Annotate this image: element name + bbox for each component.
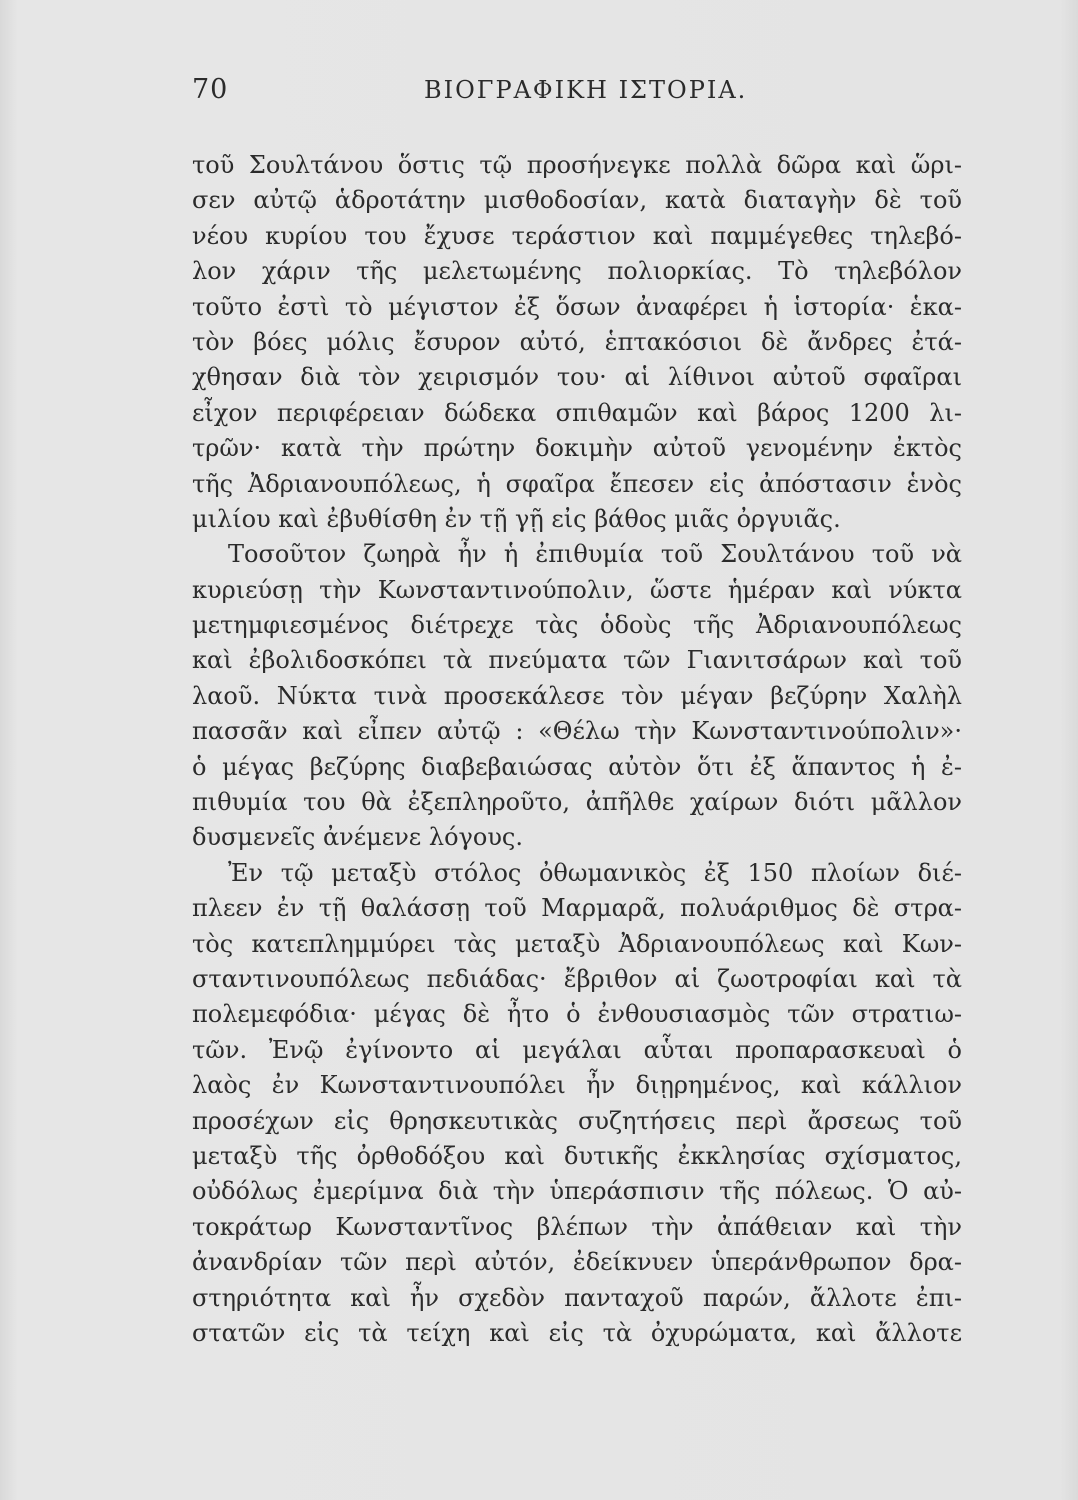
text-line: Τοσοῦτον ζωηρὰ ἦν ἡ ἐπιθυμία τοῦ Σουλτάνου τοῦ νὰ <box>228 540 962 569</box>
text-line: τῆς Ἀδριανουπόλεως, ἡ σφαῖρα ἔπεσεν εἰς ἀπόστασιν ἑνὸς <box>192 469 962 498</box>
text-line: Ἐν τῷ μεταξὺ στόλος ὀθωμανικὸς ἐξ 150 πλοίων διέ- <box>228 858 962 887</box>
text-line: σταντινουπόλεως πεδιάδας· ἔβριθον αἱ ζωοτροφίαι καὶ τὰ <box>192 964 962 993</box>
text-line: μιλίου καὶ ἐβυθίσθη ἐν τῇ γῇ εἰς βάθος μιᾶς ὀργυιᾶς. <box>192 504 841 533</box>
text-line: λαὸς ἐν Κωνσταντινουπόλει ἦν διῃρημένος, καὶ κάλλιον <box>192 1071 962 1100</box>
body-text <box>192 148 962 1351</box>
paragraph <box>192 537 962 856</box>
text-line: κυριεύσῃ τὴν Κωνσταντινούπολιν, ὥστε ἡμέραν καὶ νύκτα <box>192 575 962 604</box>
text-line: τοῦτο ἐστὶ τὸ μέγιστον ἐξ ὅσων ἀναφέρει ἡ ἱστορία· ἑκα- <box>192 292 962 321</box>
text-line: τοῦ Σουλτάνου ὅστις τῷ προσήνεγκε πολλὰ δῶρα καὶ ὥρι- <box>192 151 962 179</box>
text-line: μετημφιεσμένος διέτρεχε τὰς ὁδοὺς τῆς Ἀδριανουπόλεως <box>192 611 962 640</box>
text-line: λον χάριν τῆς μελετωμένης πολιορκίας. Τὸ τηλεβόλον <box>192 257 962 286</box>
text-line: τὸς κατεπλημμύρει τὰς μεταξὺ Ἀδριανουπόλεως καὶ Κων- <box>192 929 962 958</box>
text-line: καὶ ἐβολιδοσκόπει τὰ πνεύματα τῶν Γιανιτσάρων καὶ τοῦ <box>192 646 962 675</box>
text-line: τρῶν· κατὰ τὴν πρώτην δοκιμὴν αὐτοῦ γενομένην ἐκτὸς <box>192 434 962 463</box>
text-line: χθησαν διὰ τὸν χειρισμόν του· αἱ λίθινοι αὐτοῦ σφαῖραι <box>192 363 962 392</box>
text-line: πολεμεφόδια· μέγας δὲ ἦτο ὁ ἐνθουσιασμὸς τῶν στρατιω- <box>192 1000 962 1029</box>
text-line: προσέχων εἰς θρησκευτικὰς συζητήσεις περὶ ἄρσεως τοῦ <box>192 1106 962 1135</box>
paragraph <box>192 856 962 1351</box>
text-line: σεν αὐτῷ ἁδροτάτην μισθοδοσίαν, κατὰ διαταγὴν δὲ τοῦ <box>192 186 962 215</box>
text-line: εἶχον περιφέρειαν δώδεκα σπιθαμῶν καὶ βάρος 1200 λι- <box>192 398 962 427</box>
page-header <box>192 74 962 114</box>
text-line: πιθυμία του θὰ ἐξεπληροῦτο, ἀπῆλθε χαίρων διότι μᾶλλον <box>192 788 962 817</box>
text-line: τοκράτωρ Κωνσταντῖνος βλέπων τὴν ἀπάθειαν καὶ τὴν <box>192 1212 962 1241</box>
text-line: στατῶν εἰς τὰ τείχη καὶ εἰς τὰ ὀχυρώματα, καὶ ἄλλοτε <box>192 1318 962 1347</box>
page-number: 70 <box>192 74 229 105</box>
text-line: μεταξὺ τῆς ὀρθοδόξου καὶ δυτικῆς ἐκκλησίας σχίσματος, <box>192 1141 962 1170</box>
text-line: λαοῦ. Νύκτα τινὰ προσεκάλεσε τὸν μέγαν βεζύρην Χαλὴλ <box>192 681 962 710</box>
text-line: δυσμενεῖς ἀνέμενε λόγους. <box>192 823 523 852</box>
text-line: ἀνανδρίαν τῶν περὶ αὐτόν, ἐδείκνυεν ὑπεράνθρωπον δρα- <box>192 1248 962 1277</box>
text-line: πλεεν ἐν τῇ θαλάσσῃ τοῦ Μαρμαρᾶ, πολυάριθμος δὲ στρα- <box>192 894 962 923</box>
running-head: ΒΙΟΓΡΑΦΙΚΗ ΙΣΤΟΡΙΑ. <box>424 76 748 104</box>
text-line: οὐδόλως ἐμερίμνα διὰ τὴν ὑπεράσπισιν τῆς πόλεως. Ὁ αὐ- <box>192 1177 962 1206</box>
text-line: ὁ μέγας βεζύρης διαβεβαιώσας αὐτὸν ὅτι ἐξ ἅπαντος ἡ ἐ- <box>192 752 962 781</box>
text-line: νέου κυρίου του ἔχυσε τεράστιον καὶ παμμέγεθες τηλεβό- <box>192 221 962 250</box>
text-line: πασσᾶν καὶ εἶπεν αὐτῷ : «Θέλω τὴν Κωνσταντινούπολιν»· <box>192 717 962 746</box>
text-line: στηριότητα καὶ ἦν σχεδὸν πανταχοῦ παρών, ἄλλοτε ἐπι- <box>192 1283 962 1312</box>
paragraph <box>192 148 962 537</box>
text-line: τῶν. Ἐνῷ ἐγίνοντο αἱ μεγάλαι αὗται προπαρασκευαὶ ὁ <box>192 1035 962 1064</box>
text-line: τὸν βόες μόλις ἔσυρον αὐτό, ἑπτακόσιοι δὲ ἄνδρες ἐτά- <box>192 327 962 356</box>
